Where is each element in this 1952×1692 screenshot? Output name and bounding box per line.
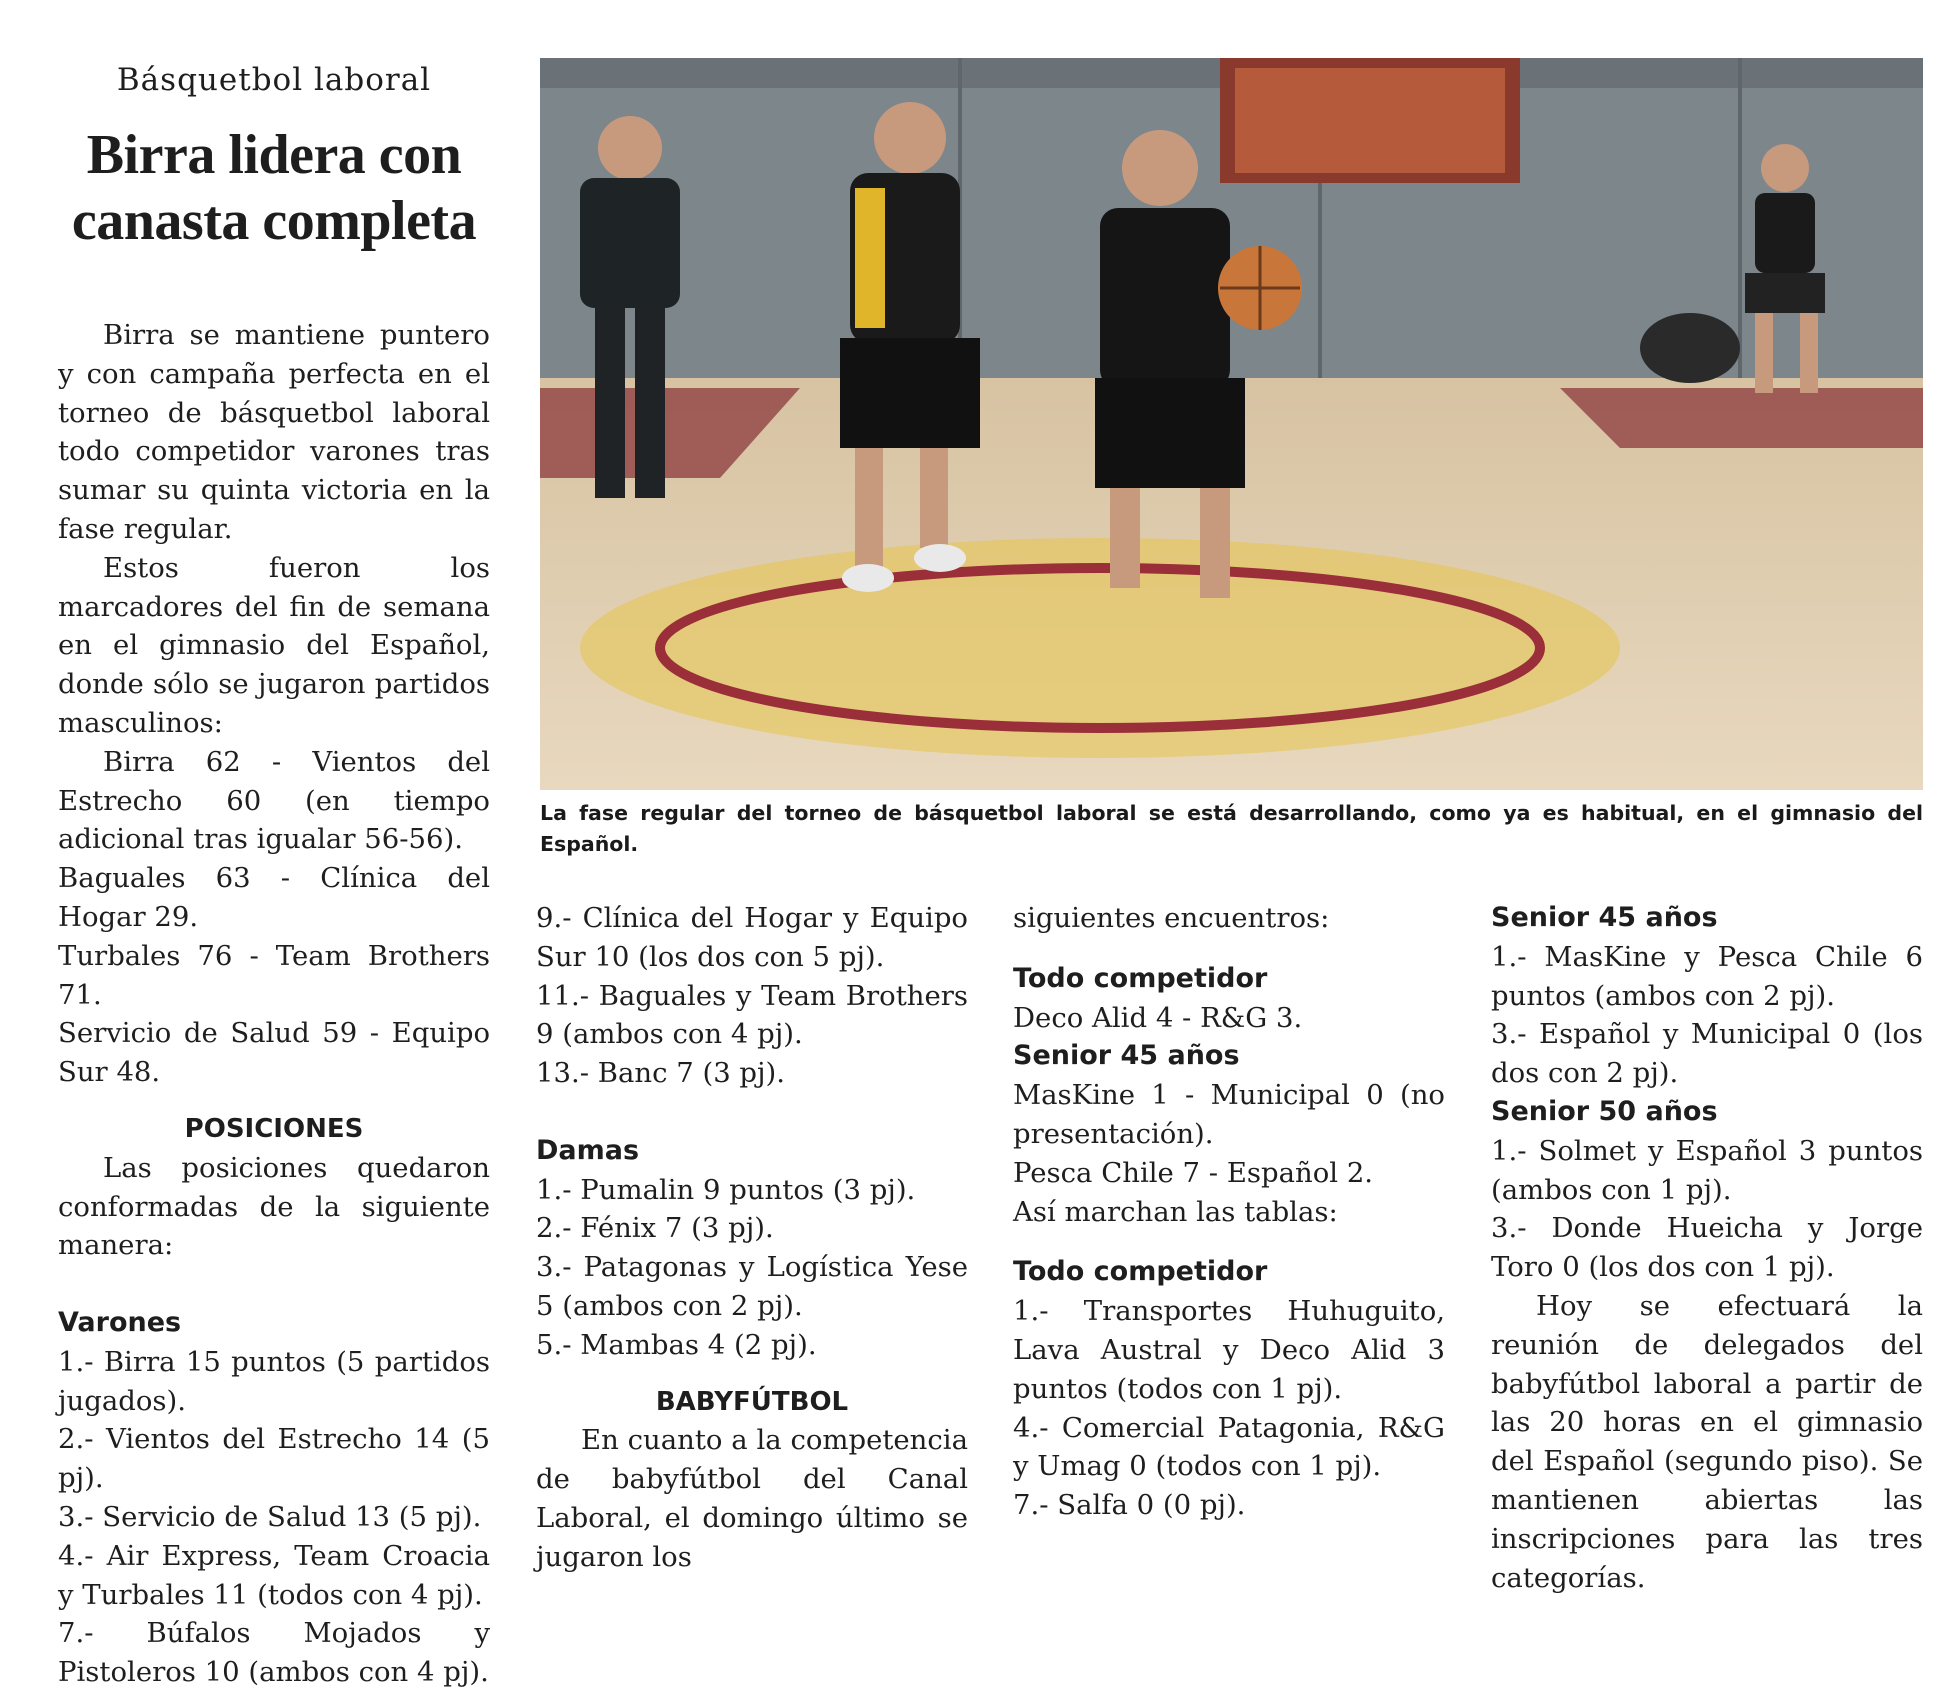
standing-line: 4.- Air Express, Team Croacia y Turbales 11 (todos con 4 pj). (58, 1539, 490, 1611)
subheading-senior-45: Senior 45 años (1013, 1040, 1240, 1072)
standing-line: 7.- Búfalos Mojados y Pistoleros 10 (ambos con 4 pj). (58, 1617, 490, 1689)
photo-caption: La fase regular del torneo de básquetbol laboral se está desarrollando, como ya es habitual, en el gimnasio del Español. (540, 801, 1923, 856)
section-kicker: Básquetbol laboral (116, 62, 432, 98)
subheading-todo-competidor-tabla: Todo competidor (1013, 1256, 1268, 1288)
paragraph: En cuanto a la competencia de babyfútbol del Canal Laboral, el domingo último se jugaron los (536, 1424, 968, 1573)
section-heading-posiciones: POSICIONES (184, 1113, 364, 1144)
result-line: Turbales 76 - Team Brothers 71. (58, 939, 490, 1011)
standing-line: 1.- Birra 15 puntos (5 partidos jugados). (58, 1345, 490, 1417)
column-4 (1491, 899, 1923, 1597)
basketball-photo (540, 58, 1923, 790)
standing-line: 4.- Comercial Patagonia, R&G y Umag 0 (todos con 1 pj). (1013, 1411, 1445, 1483)
standing-line: 2.- Fénix 7 (3 pj). (536, 1212, 774, 1245)
standing-line: 3.- Donde Hueicha y Jorge Toro 0 (los dos con 1 pj). (1491, 1212, 1923, 1284)
standing-line: 3.- Servicio de Salud 13 (5 pj). (58, 1500, 482, 1533)
paragraph: Birra se mantiene puntero y con campaña perfecta en el torneo de básquetbol laboral todo competidor varones tras sumar su quinta victoria en la fase regular. (58, 319, 490, 545)
paragraph: Hoy se efectuará la reunión de delegados del babyfútbol laboral a partir de las 20 horas en el gimnasio del Español (segundo piso). Se mantienen abiertas las inscripciones para las tres categorías. (1491, 1289, 1923, 1594)
column-2 (536, 899, 968, 1577)
paragraph: Así marchan las tablas: (1013, 1195, 1338, 1228)
result-line: Servicio de Salud 59 - Equipo Sur 48. (58, 1017, 490, 1089)
standing-line: 3.- Español y Municipal 0 (los dos con 2 pj). (1491, 1018, 1923, 1090)
standing-line: 1.- Transportes Huhuguito, Lava Austral y Deco Alid 3 puntos (todos con 1 pj). (1013, 1295, 1445, 1405)
standing-line: 13.- Banc 7 (3 pj). (536, 1057, 786, 1090)
column-3 (1013, 899, 1445, 1525)
paragraph: Estos fueron los marcadores del fin de semana en el gimnasio del Español, donde sólo se jugaron partidos masculinos: (58, 551, 490, 739)
subheading-damas: Damas (536, 1134, 640, 1166)
subheading-todo-competidor: Todo competidor (1013, 962, 1268, 994)
standing-line: 3.- Patagonas y Logística Yese 5 (ambos con 2 pj). (536, 1251, 968, 1322)
standing-line: 9.- Clínica del Hogar y Equipo Sur 10 (los dos con 5 pj). (536, 902, 968, 973)
result-line: MasKine 1 - Municipal 0 (no presentación). (1013, 1079, 1445, 1150)
standing-line: 1.- MasKine y Pesca Chile 6 puntos (ambos con 2 pj). (1491, 940, 1923, 1012)
headline: Birra lidera con canasta completa (71, 124, 477, 252)
paragraph: Las posiciones quedaron conformadas de la siguiente manera: (58, 1151, 490, 1262)
standing-line: 1.- Pumalin 9 puntos (3 pj). (536, 1173, 916, 1206)
result-line: Deco Alid 4 - R&G 3. (1013, 1001, 1303, 1034)
standing-line: 5.- Mambas 4 (2 pj). (536, 1328, 817, 1361)
standing-line: 2.- Vientos del Estrecho 14 (5 pj). (58, 1423, 490, 1495)
standing-line: 1.- Solmet y Español 3 puntos (ambos con 1 pj). (1491, 1134, 1923, 1206)
paragraph: siguientes encuentros: (1013, 902, 1330, 934)
result-line: Baguales 63 - Clínica del Hogar 29. (58, 862, 490, 933)
standing-line: 7.- Salfa 0 (0 pj). (1013, 1489, 1246, 1522)
subheading-senior-45-tabla: Senior 45 años (1491, 902, 1718, 933)
photo-illustration (540, 58, 1923, 790)
section-heading-babyfutbol: BABYFÚTBOL (655, 1386, 849, 1417)
result-line: Birra 62 - Vientos del Estrecho 60 (en tiempo adicional tras igualar 56-56). (58, 745, 490, 856)
subheading-varones: Varones (58, 1306, 182, 1338)
standing-line: 11.- Baguales y Team Brothers 9 (ambos con 4 pj). (536, 979, 968, 1051)
column-1 (58, 316, 490, 1692)
subheading-senior-50: Senior 50 años (1491, 1095, 1718, 1127)
result-line: Pesca Chile 7 - Español 2. (1013, 1156, 1374, 1189)
